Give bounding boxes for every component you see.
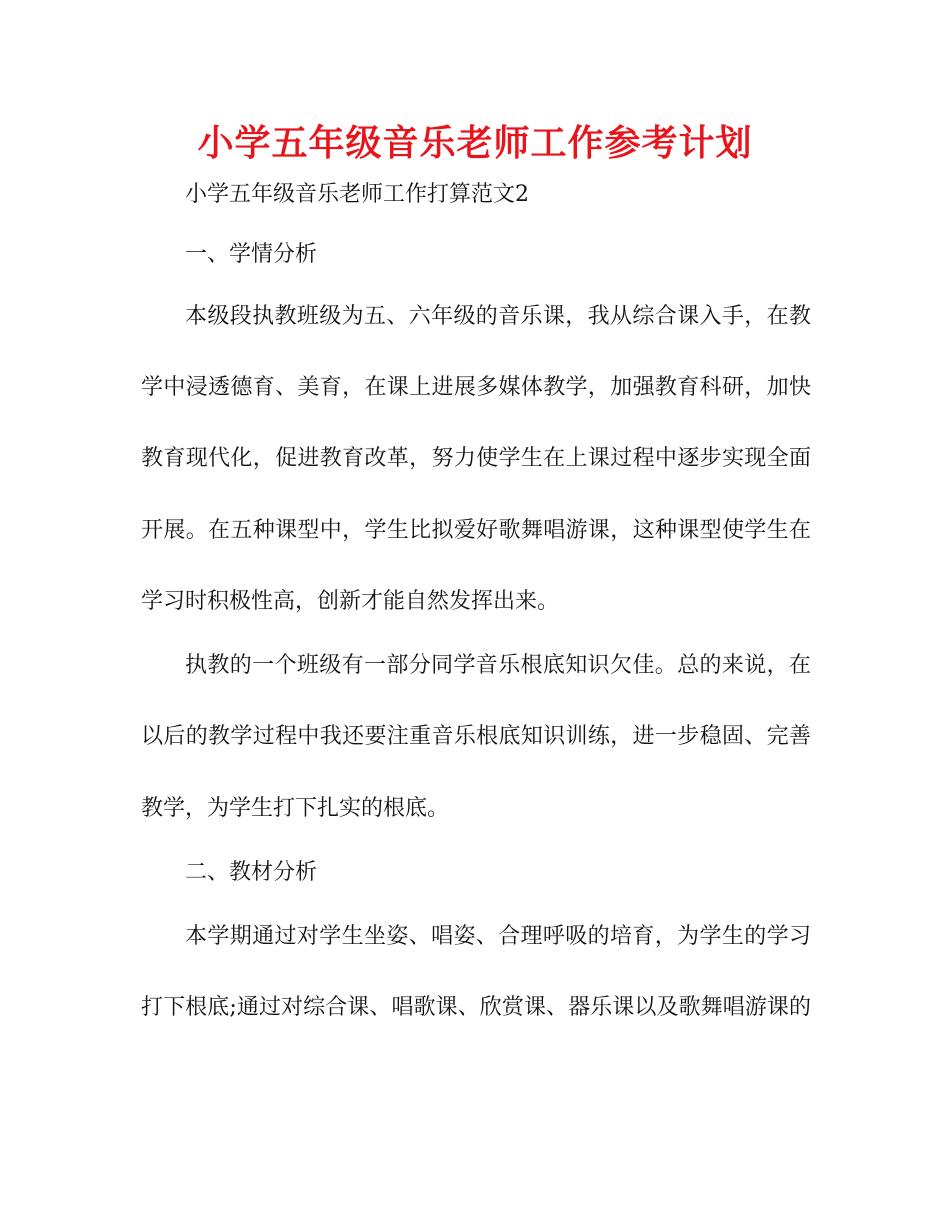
paragraph-line: 打下根底;通过对综合课、唱歌课、欣赏课、器乐课以及歌舞唱游课的 [141,995,811,1020]
section-heading-textbook-analysis: 二、教材分析 [185,860,318,885]
paragraph-line: 以后的教学过程中我还要注重音乐根底知识训练，进一步稳固、完善 [141,724,811,749]
document-title: 小学五年级音乐老师工作参考计划 [197,123,753,164]
paragraph-line: 开展。在五种课型中，学生比拟爱好歌舞唱游课，这种课型使学生在 [141,518,811,543]
paragraph-line: 教育现代化，促进教育改革，努力使学生在上课过程中逐步实现全面 [141,446,811,471]
document-subtitle: 小学五年级音乐老师工作打算范文2 [185,182,529,207]
paragraph-line: 本级段执教班级为五、六年级的音乐课，我从综合课入手，在教 [185,304,811,329]
paragraph-line: 教学，为学生打下扎实的根底。 [141,796,450,821]
paragraph-line: 学习时积极性高，创新才能自然发挥出来。 [141,589,560,614]
paragraph-line: 学中浸透德育、美育，在课上进展多媒体教学，加强教育科研，加快 [141,375,811,400]
paragraph-line: 本学期通过对学生坐姿、唱姿、合理呼吸的培育，为学生的学习 [185,924,811,949]
section-heading-learning-analysis: 一、学情分析 [185,242,318,267]
paragraph-line: 执教的一个班级有一部分同学音乐根底知识欠佳。总的来说，在 [185,653,811,678]
